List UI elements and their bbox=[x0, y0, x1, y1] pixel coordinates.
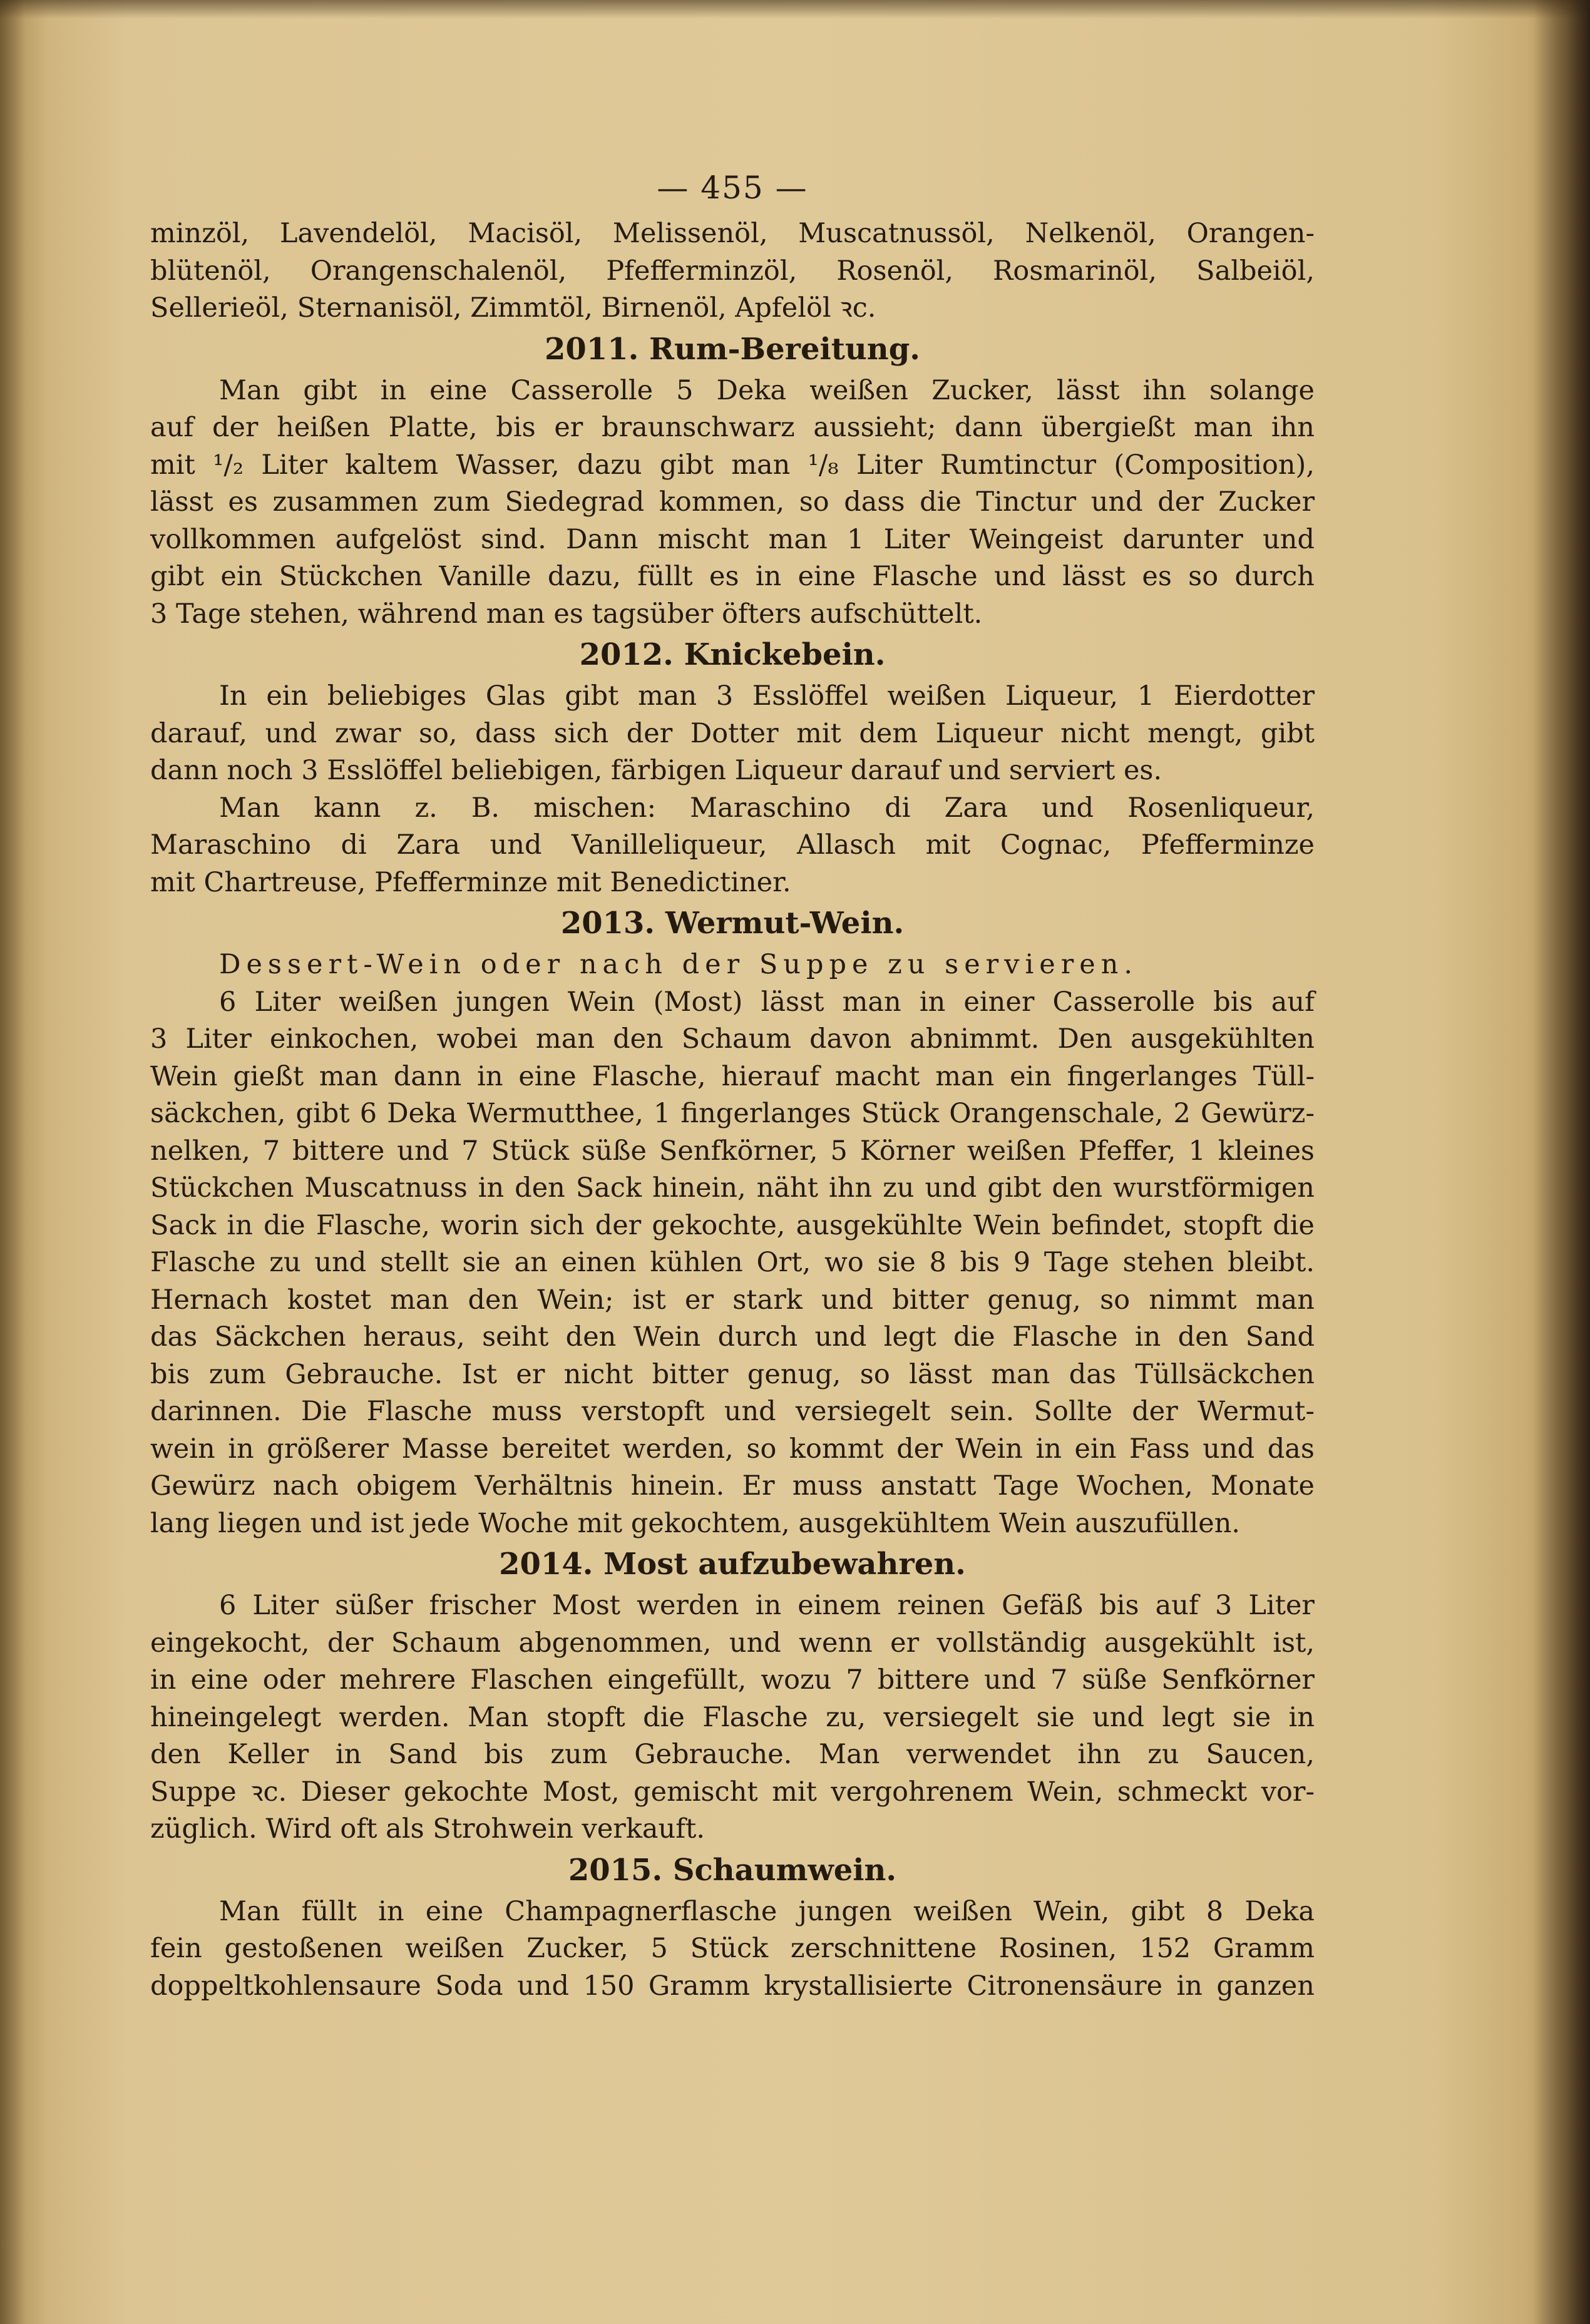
text-line: 6 Liter süßer frischer Most werden in einem reinen Gefäß bis auf 3 Liter bbox=[219, 1590, 1315, 1621]
text-line: dann noch 3 Esslöffel beliebigen, färbigen Liqueur darauf und serviert es. bbox=[150, 755, 1162, 786]
page-text bbox=[150, 169, 1315, 2005]
text-line: das Säckchen heraus, seiht den Wein durch und legt die Flasche in den Sand bbox=[150, 1321, 1315, 1353]
text-line: lang liegen und ist jede Woche mit gekochtem, ausgekühltem Wein auszufüllen. bbox=[150, 1507, 1241, 1539]
text-line: Man gibt in eine Casserolle 5 Deka weißen Zucker, lässt ihn solange bbox=[219, 374, 1315, 406]
recipe-title-2011: 2011. Rum-Bereitung. bbox=[545, 331, 920, 367]
recipe-body-2015 bbox=[150, 1893, 1315, 2005]
text-line: auf der heißen Platte, bis er braunschwarz aussieht; dann übergießt man ihn bbox=[150, 412, 1315, 443]
text-line: Gewürz nach obigem Verhältnis hinein. Er muss anstatt Tage Wochen, Monate bbox=[150, 1470, 1315, 1502]
text-line: Man kann z. B. mischen: Maraschino di Zara und Rosenliqueur, bbox=[219, 792, 1315, 824]
text-line: Flasche zu und stellt sie an einen kühlen Ort, wo sie 8 bis 9 Tage stehen bleibt. bbox=[150, 1247, 1315, 1278]
text-line: In ein beliebiges Glas gibt man 3 Esslöffel weißen Liqueur, 1 Eierdotter bbox=[219, 680, 1315, 712]
recipe-body-2013 bbox=[150, 984, 1315, 1543]
recipe-title-2014: 2014. Most aufzubewahren. bbox=[499, 1547, 966, 1582]
text-line: eingekocht, der Schaum abgenommen, und wenn er vollständig ausgekühlt ist, bbox=[150, 1627, 1315, 1659]
text-line: minzöl, Lavendelöl, Macisöl, Melissenöl, Muscatnussöl, Nelkenöl, Orangen- bbox=[150, 218, 1315, 249]
text-line: blütenöl, Orangenschalenöl, Pfefferminzöl, Rosenöl, Rosmarinöl, Salbeiöl, bbox=[150, 255, 1315, 287]
recipe-body-2012 bbox=[150, 678, 1315, 901]
page-number: — 455 — bbox=[657, 170, 808, 206]
text-line: 6 Liter weißen jungen Wein (Most) lässt man in einer Casserolle bis auf bbox=[219, 986, 1315, 1018]
recipe-title-2015: 2015. Schaumwein. bbox=[568, 1852, 897, 1888]
page-edge-shadow-left bbox=[0, 0, 25, 2324]
intro-paragraph bbox=[150, 215, 1315, 327]
text-line: Sellerieöl, Sternanisöl, Zimmtöl, Birnenöl, Apfelöl ꝛc. bbox=[150, 292, 876, 324]
recipe-title-2012: 2012. Knickebein. bbox=[579, 637, 886, 672]
text-line: mit Chartreuse, Pfefferminze mit Benedictiner. bbox=[150, 866, 791, 898]
text-line: doppeltkohlensaure Soda und 150 Gramm krystallisierte Citronensäure in ganzen bbox=[150, 1970, 1315, 2002]
text-line: 3 Liter einkochen, wobei man den Schaum davon abnimmt. Den ausgekühlten bbox=[150, 1023, 1315, 1055]
text-line: 3 Tage stehen, während man es tagsüber öfters aufschüttelt. bbox=[150, 598, 983, 630]
text-line: Man füllt in eine Champagnerflasche jungen weißen Wein, gibt 8 Deka bbox=[219, 1895, 1315, 1927]
book-spine-shadow bbox=[1534, 0, 1590, 2324]
text-line: gibt ein Stückchen Vanille dazu, füllt es in eine Flasche und lässt es so durch bbox=[150, 561, 1315, 592]
text-line: den Keller in Sand bis zum Gebrauche. Man verwendet ihn zu Saucen, bbox=[150, 1739, 1315, 1770]
text-line: nelken, 7 bittere und 7 Stück süße Senfkörner, 5 Körner weißen Pfeffer, 1 kleines bbox=[150, 1135, 1315, 1167]
text-line: darinnen. Die Flasche muss verstopft und versiegelt sein. Sollte der Wermut- bbox=[150, 1396, 1315, 1427]
page-edge-shadow bbox=[0, 0, 1590, 19]
recipe-subtitle-2013: Dessert-Wein oder nach der Suppe zu servieren. bbox=[219, 949, 1139, 980]
text-line: bis zum Gebrauche. Ist er nicht bitter genug, so lässt man das Tüllsäckchen bbox=[150, 1358, 1315, 1390]
text-line: mit ¹/₂ Liter kaltem Wasser, dazu gibt man ¹/₈ Liter Rumtinctur (Composition), bbox=[150, 449, 1315, 481]
text-line: Wein gießt man dann in eine Flasche, hierauf macht man ein fingerlanges Tüll- bbox=[150, 1060, 1315, 1092]
text-line: lässt es zusammen zum Siedegrad kommen, so dass die Tinctur und der Zucker bbox=[150, 486, 1315, 518]
recipe-title-2013: 2013. Wermut-Wein. bbox=[560, 906, 905, 941]
text-line: darauf, und zwar so, dass sich der Dotter mit dem Liqueur nicht mengt, gibt bbox=[150, 717, 1315, 749]
text-line: hineingelegt werden. Man stopft die Flasche zu, versiegelt sie und legt sie in bbox=[150, 1701, 1315, 1733]
text-line: wein in größerer Masse bereitet werden, so kommt der Wein in ein Fass und das bbox=[150, 1433, 1315, 1465]
text-line: fein gestoßenen weißen Zucker, 5 Stück zerschnittene Rosinen, 152 Gramm bbox=[150, 1933, 1315, 1964]
text-line: in eine oder mehrere Flaschen eingefüllt, wozu 7 bittere und 7 süße Senfkörner bbox=[150, 1664, 1315, 1696]
text-line: Suppe ꝛc. Dieser gekochte Most, gemischt mit vergohrenem Wein, schmeckt vor- bbox=[150, 1776, 1315, 1808]
text-line: vollkommen aufgelöst sind. Dann mischt man 1 Liter Weingeist darunter und bbox=[150, 523, 1315, 555]
text-line: Maraschino di Zara und Vanilleliqueur, Allasch mit Cognac, Pfefferminze bbox=[150, 829, 1315, 861]
recipe-body-2014 bbox=[150, 1587, 1315, 1848]
text-line: Sack in die Flasche, worin sich der gekochte, ausgekühlte Wein befindet, stopft die bbox=[150, 1209, 1315, 1241]
text-line: züglich. Wird oft als Strohwein verkauft. bbox=[150, 1813, 705, 1845]
text-line: säckchen, gibt 6 Deka Wermutthee, 1 fingerlanges Stück Orangenschale, 2 Gewürz- bbox=[150, 1098, 1315, 1129]
recipe-body-2011 bbox=[150, 372, 1315, 633]
text-line: Hernach kostet man den Wein; ist er stark und bitter genug, so nimmt man bbox=[150, 1284, 1315, 1316]
text-line: Stückchen Muscatnuss in den Sack hinein, näht ihn zu und gibt den wurstförmigen bbox=[150, 1172, 1315, 1204]
